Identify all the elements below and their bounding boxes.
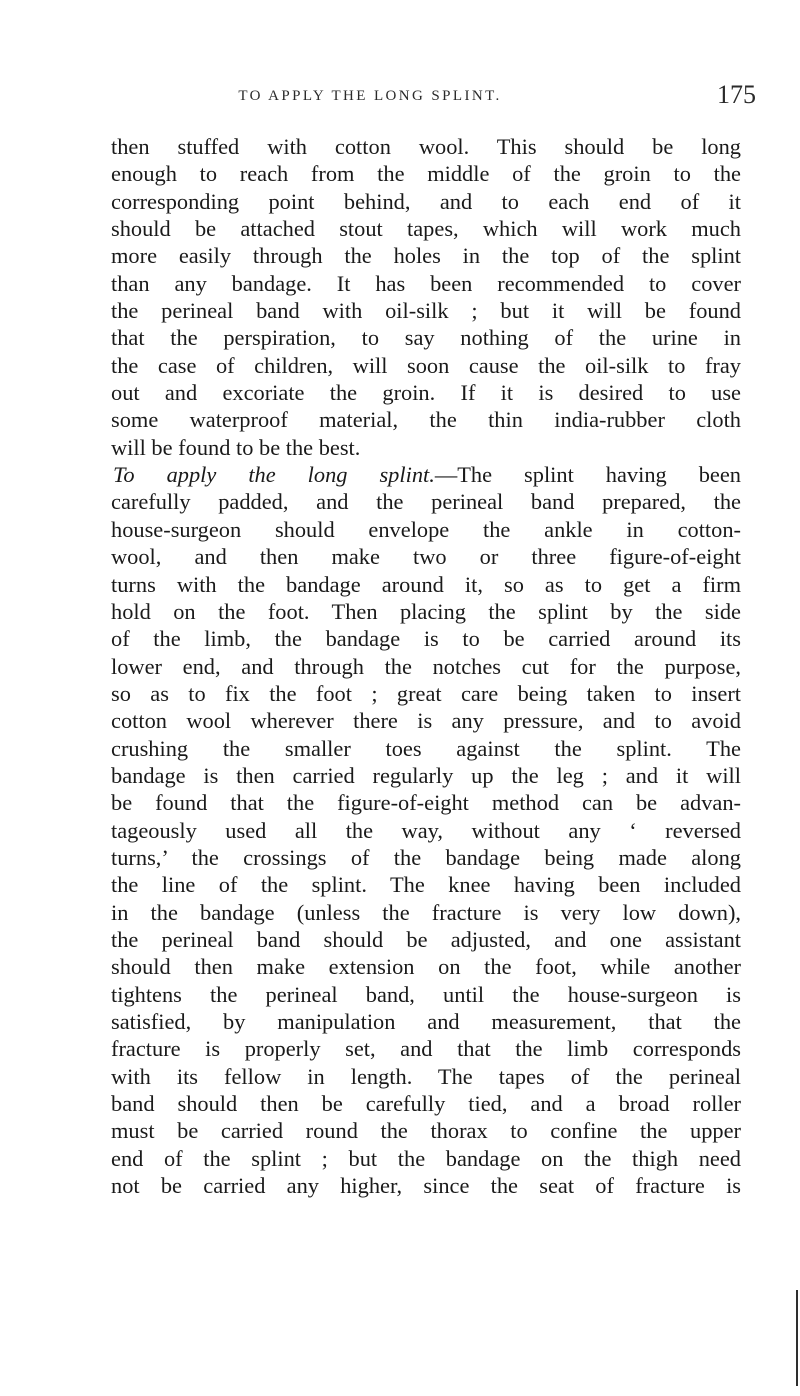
text-line: should be attached stout tapes, which will work much [111,216,741,242]
section-lead-line [111,461,741,488]
section-lead-text: —The splint having been [434,462,741,488]
page-edge-mark [796,1290,798,1386]
text-line: than any bandage. It has been recommended to cover [111,270,741,296]
text-line: should then make extension on the foot, while another [111,954,741,980]
text-line: with its fellow in length. The tapes of the perineal [111,1063,741,1089]
text-line: turns,’ the crossings of the bandage being made along [111,844,741,870]
text-line: so as to fix the foot ; great care being taken to insert [111,680,741,706]
text-line: not be carried any higher, since the seat of fracture is [111,1173,741,1199]
text-line: some waterproof material, the thin india-rubber cloth [111,407,741,433]
text-line: lower end, and through the notches cut for the purpose, [111,653,741,679]
text-line: wool, and then make two or three figure-of-eight [111,544,741,570]
text-line: of the limb, the bandage is to be carried around its [111,626,741,652]
body-text [111,133,741,1199]
text-line: carefully padded, and the perineal band prepared, the [111,489,741,515]
text-line: the case of children, will soon cause the oil-silk to fray [111,352,741,378]
text-line: enough to reach from the middle of the groin to the [111,161,741,187]
text-line: satisfied, by manipulation and measurement, that the [111,1009,741,1034]
text-line: tightens the perineal band, until the house-surgeon is [111,981,741,1007]
text-line: fracture is properly set, and that the limb corresponds [111,1036,741,1062]
text-line: that the perspiration, to say nothing of the urine in [111,325,741,351]
text-line: out and excoriate the groin. If it is desired to use [111,380,741,406]
text-line: be found that the figure-of-eight method can be advan- [111,790,741,816]
text-line: corresponding point behind, and to each end of it [111,188,741,214]
text-line: in the bandage (unless the fracture is very low down), [111,899,741,925]
text-line: more easily through the holes in the top of the splint [111,243,741,269]
page-number: 175 [717,80,756,109]
text-line: turns with the bandage around it, so as to get a firm [111,571,741,597]
text-line: hold on the foot. Then placing the splint by the side [111,598,741,624]
text-line: tageously used all the way, without any ‘ reversed [111,817,741,843]
section-heading-italic: To apply the long splint. [113,462,435,488]
text-line: the perineal band should be adjusted, and one assistant [111,926,741,952]
running-title: TO APPLY THE LONG SPLINT. [238,88,502,104]
text-line: the perineal band with oil-silk ; but it will be found [111,298,741,324]
text-line: band should then be carefully tied, and a broad roller [111,1091,741,1117]
text-line: house-surgeon should envelope the ankle in cotton- [111,516,741,542]
running-head [0,80,800,114]
text-line: end of the splint ; but the bandage on the thigh need [111,1145,741,1171]
text-line: then stuffed with cotton wool. This should be long [111,134,741,159]
text-line: must be carried round the thorax to confine the upper [111,1118,741,1144]
text-line: the line of the splint. The knee having been included [111,872,741,898]
text-line: bandage is then carried regularly up the leg ; and it will [111,762,741,788]
text-line: will be found to be the best. [111,434,361,460]
text-line: cotton wool wherever there is any pressure, and to avoid [111,708,741,734]
text-line: crushing the smaller toes against the splint. The [111,735,741,761]
